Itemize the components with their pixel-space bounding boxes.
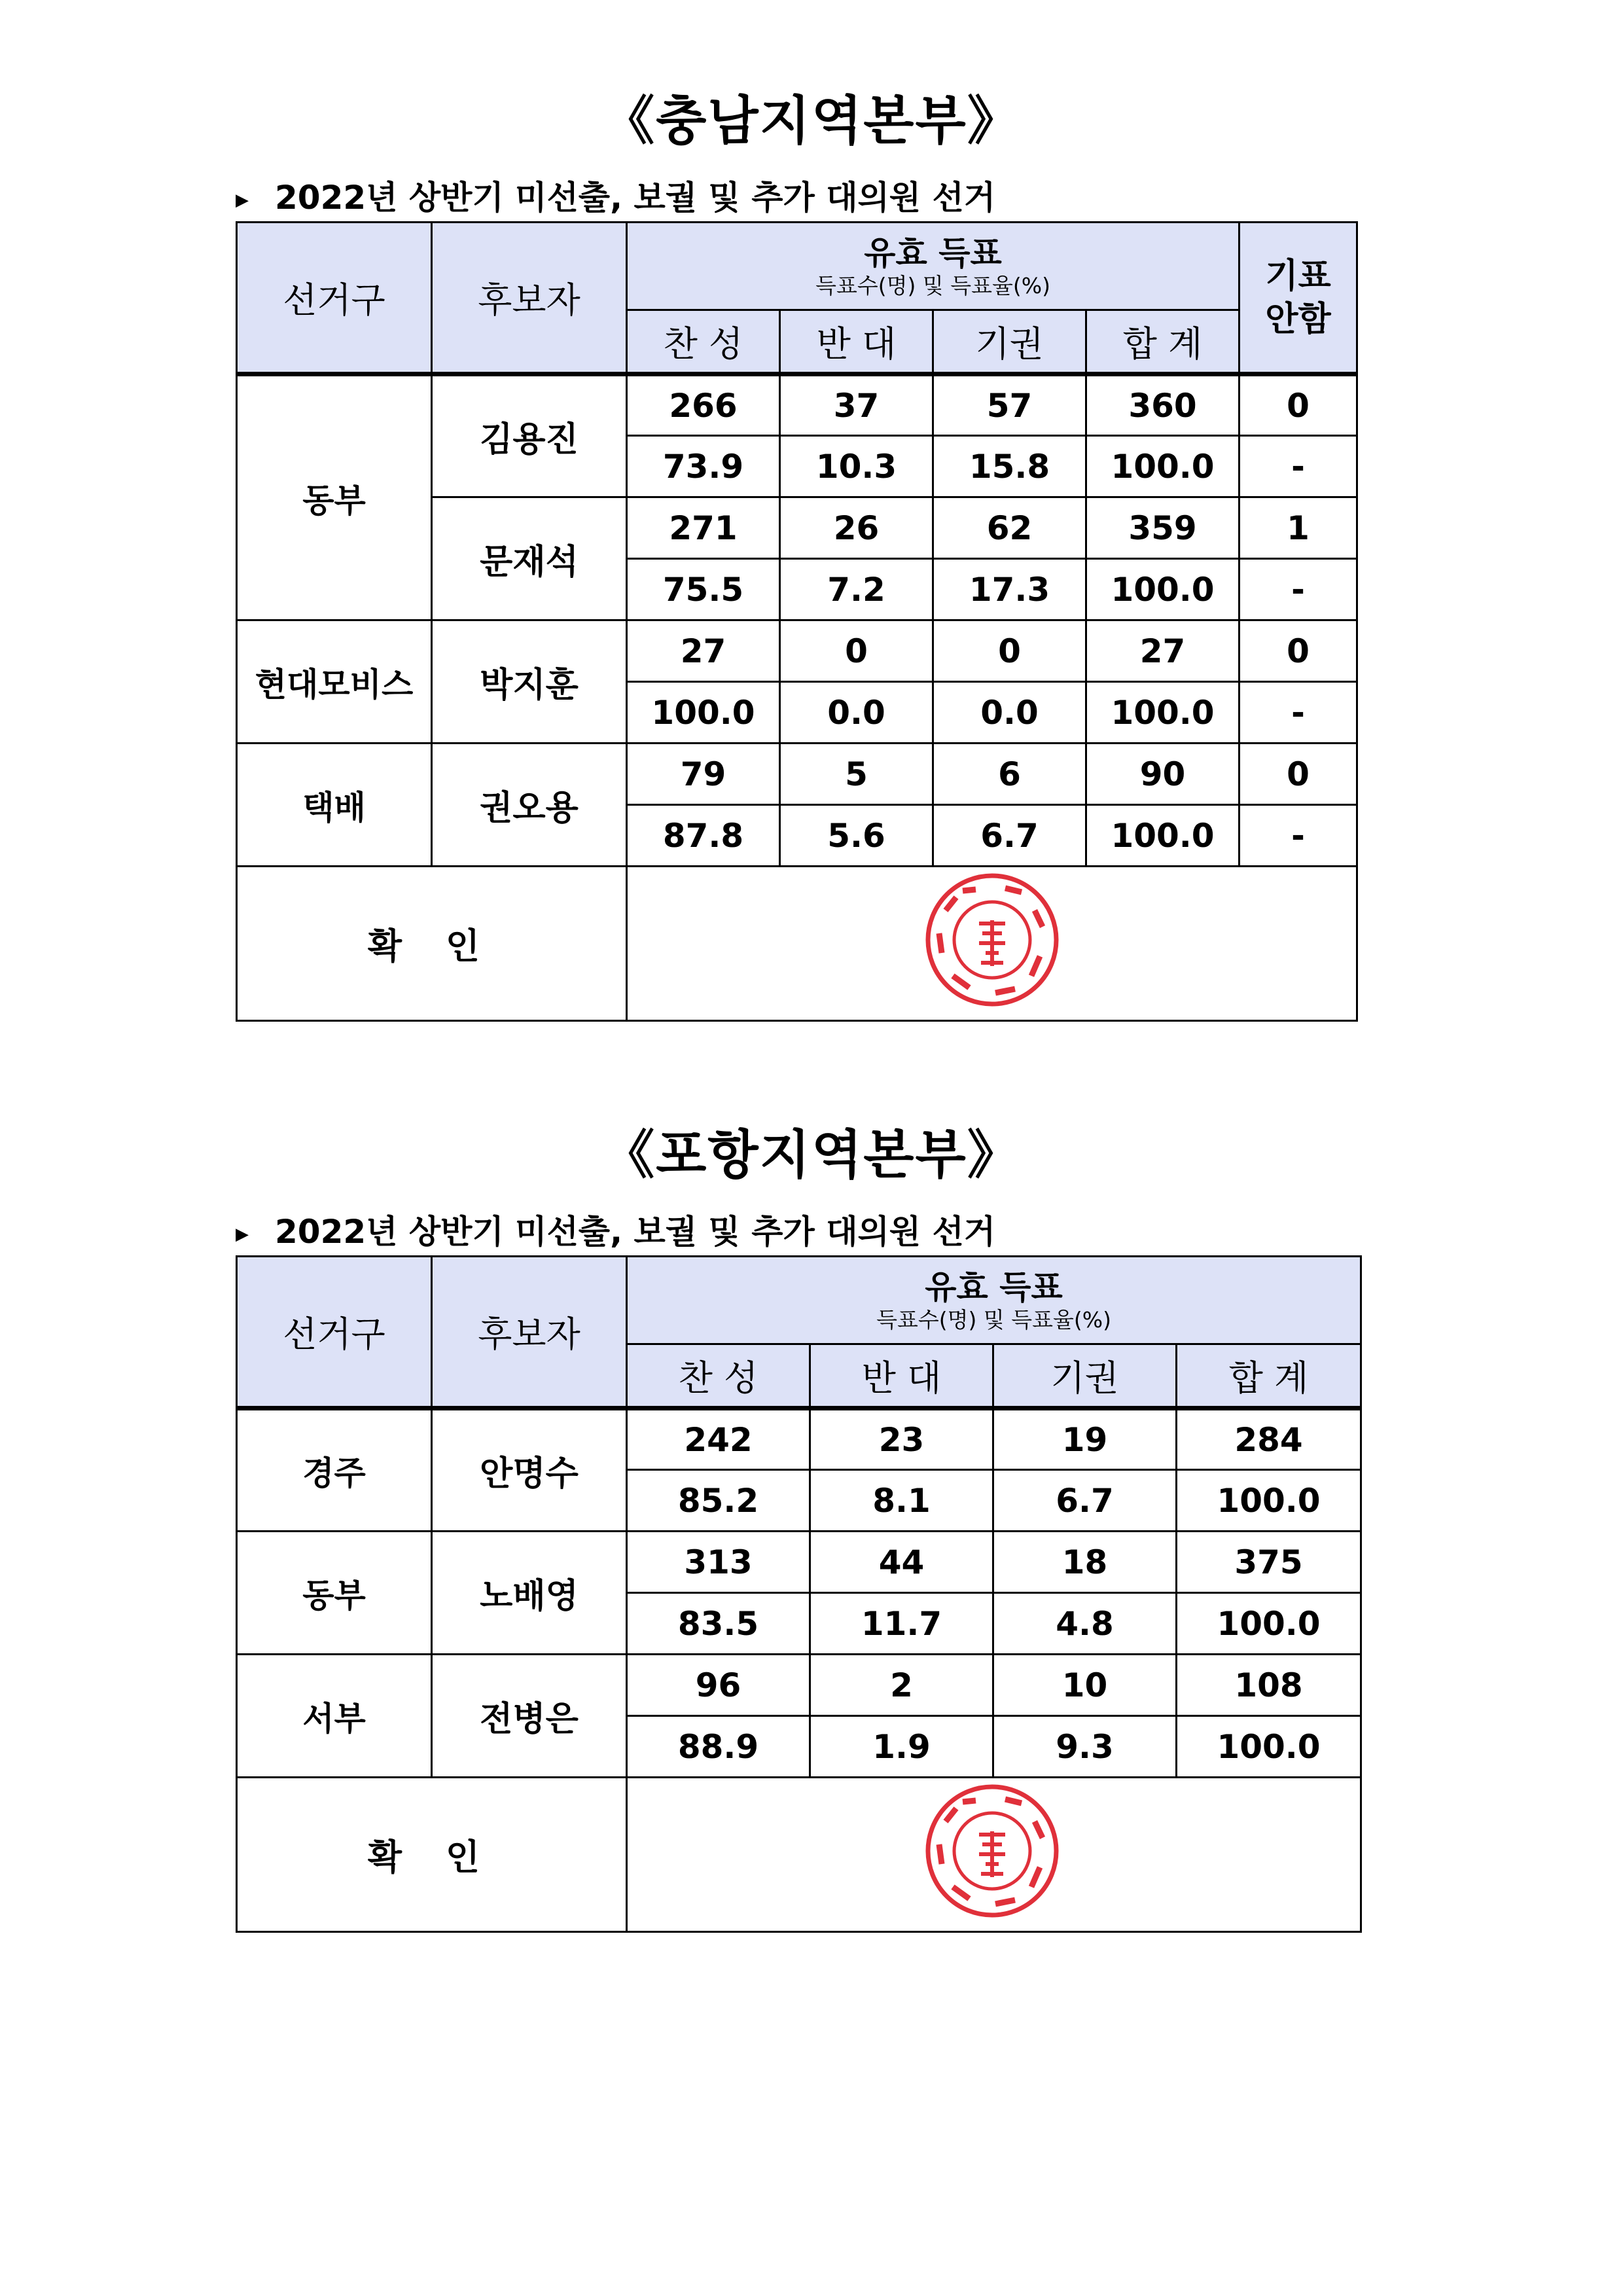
count-yes: 27: [627, 620, 780, 682]
rate-abstain: 4.8: [993, 1593, 1177, 1655]
rate-no: 11.7: [810, 1593, 993, 1655]
count-no: 23: [810, 1408, 993, 1470]
district-cell: 동부: [237, 374, 432, 620]
count-total: 108: [1177, 1655, 1361, 1716]
count-no: 5: [780, 744, 933, 805]
rate-abstain: 9.3: [993, 1716, 1177, 1778]
valid-votes-subtitle: 득표수(명) 및 득표율(%): [876, 1306, 1111, 1333]
count-total: 375: [1177, 1532, 1361, 1593]
valid-votes-title: 유효 득표: [925, 1268, 1063, 1306]
header-candidate: 후보자: [432, 223, 627, 374]
count-abstain: 6: [933, 744, 1086, 805]
rate-yes: 75.5: [627, 559, 780, 620]
table-row: [237, 1532, 1361, 1593]
header-valid-votes: [627, 223, 1240, 310]
official-seal-icon: [923, 871, 1061, 1009]
count-no: 26: [780, 497, 933, 559]
count-total: 90: [1086, 744, 1240, 805]
candidate-cell: 권오용: [432, 744, 627, 867]
table-row: [237, 1408, 1361, 1470]
rate-total: 100.0: [1086, 436, 1240, 497]
confirm-row: [237, 1778, 1361, 1932]
candidate-cell: 박지훈: [432, 620, 627, 744]
rate-yes: 87.8: [627, 805, 780, 867]
count-abstain: 62: [933, 497, 1086, 559]
count-total: 284: [1177, 1408, 1361, 1470]
valid-votes-title: 유효 득표: [864, 234, 1002, 272]
rate-total: 100.0: [1177, 1593, 1361, 1655]
section-title: 《포항지역본부》: [602, 1124, 1021, 1185]
count-yes: 271: [627, 497, 780, 559]
header-yes: 찬 성: [627, 1344, 810, 1408]
rate-no: 10.3: [780, 436, 933, 497]
header-no: 반 대: [810, 1344, 993, 1408]
rate-abstain: 6.7: [933, 805, 1086, 867]
district-cell: 서부: [237, 1655, 432, 1778]
district-cell: 택배: [237, 744, 432, 867]
count-no: 37: [780, 374, 933, 436]
rate-yes: 100.0: [627, 682, 780, 744]
rate-not-voted: -: [1240, 559, 1357, 620]
count-yes: 266: [627, 374, 780, 436]
candidate-cell: 문재석: [432, 497, 627, 620]
district-cell: 현대모비스: [237, 620, 432, 744]
count-total: 27: [1086, 620, 1240, 682]
stamp-cell: [627, 1778, 1361, 1932]
header-district: 선거구: [237, 1257, 432, 1408]
table-row: [237, 1655, 1361, 1716]
table-row: [237, 374, 1357, 436]
header-yes: 찬 성: [627, 310, 780, 374]
stamp-cell: [627, 867, 1357, 1021]
count-abstain: 57: [933, 374, 1086, 436]
confirm-label: 확 인: [237, 867, 627, 1021]
count-abstain: 10: [993, 1655, 1177, 1716]
header-district: 선거구: [237, 223, 432, 374]
count-no: 44: [810, 1532, 993, 1593]
candidate-cell: 전병은: [432, 1655, 627, 1778]
vote-table: [236, 1255, 1362, 1933]
count-abstain: 18: [993, 1532, 1177, 1593]
count-yes: 79: [627, 744, 780, 805]
table-row: [237, 620, 1357, 682]
rate-abstain: 6.7: [993, 1470, 1177, 1532]
district-cell: 동부: [237, 1532, 432, 1655]
count-abstain: 0: [933, 620, 1086, 682]
rate-no: 0.0: [780, 682, 933, 744]
rate-yes: 83.5: [627, 1593, 810, 1655]
count-total: 359: [1086, 497, 1240, 559]
official-seal-icon: [923, 1782, 1061, 1920]
rate-no: 1.9: [810, 1716, 993, 1778]
count-no: 2: [810, 1655, 993, 1716]
subtitle-text: 2022년 상반기 미선출, 보궐 및 추가 대의원 선거: [275, 179, 996, 217]
count-not-voted: 0: [1240, 620, 1357, 682]
rate-no: 7.2: [780, 559, 933, 620]
rate-no: 8.1: [810, 1470, 993, 1532]
count-not-voted: 1: [1240, 497, 1357, 559]
count-total: 360: [1086, 374, 1240, 436]
rate-total: 100.0: [1086, 682, 1240, 744]
vote-table: [236, 221, 1358, 1022]
section-subtitle: [236, 171, 995, 219]
count-yes: 242: [627, 1408, 810, 1470]
rate-not-voted: -: [1240, 805, 1357, 867]
header-abstain: 기권: [993, 1344, 1177, 1408]
confirm-label: 확 인: [237, 1778, 627, 1932]
table-row: [237, 744, 1357, 805]
count-not-voted: 0: [1240, 374, 1357, 436]
rate-yes: 73.9: [627, 436, 780, 497]
district-cell: 경주: [237, 1408, 432, 1532]
rate-total: 100.0: [1177, 1716, 1361, 1778]
subtitle-text: 2022년 상반기 미선출, 보궐 및 추가 대의원 선거: [275, 1213, 996, 1251]
candidate-cell: 안명수: [432, 1408, 627, 1532]
rate-yes: 88.9: [627, 1716, 810, 1778]
section-title: 《충남지역본부》: [602, 90, 1021, 151]
rate-abstain: 15.8: [933, 436, 1086, 497]
header-abstain: 기권: [933, 310, 1086, 374]
rate-not-voted: -: [1240, 436, 1357, 497]
count-no: 0: [780, 620, 933, 682]
candidate-cell: 김용진: [432, 374, 627, 497]
rate-abstain: 17.3: [933, 559, 1086, 620]
count-yes: 313: [627, 1532, 810, 1593]
section-subtitle: [236, 1206, 995, 1253]
valid-votes-subtitle: 득표수(명) 및 득표율(%): [815, 272, 1050, 298]
triangle-bullet-icon: ▶: [236, 190, 249, 210]
candidate-cell: 노배영: [432, 1532, 627, 1655]
confirm-row: [237, 867, 1357, 1021]
rate-total: 100.0: [1177, 1470, 1361, 1532]
rate-total: 100.0: [1086, 559, 1240, 620]
rate-yes: 85.2: [627, 1470, 810, 1532]
triangle-bullet-icon: ▶: [236, 1224, 249, 1244]
count-abstain: 19: [993, 1408, 1177, 1470]
rate-abstain: 0.0: [933, 682, 1086, 744]
header-valid-votes: [627, 1257, 1361, 1344]
rate-no: 5.6: [780, 805, 933, 867]
header-total: 합 계: [1177, 1344, 1361, 1408]
header-not-voted: 기표 안함: [1240, 223, 1357, 374]
header-no: 반 대: [780, 310, 933, 374]
count-not-voted: 0: [1240, 744, 1357, 805]
rate-not-voted: -: [1240, 682, 1357, 744]
header-total: 합 계: [1086, 310, 1240, 374]
count-yes: 96: [627, 1655, 810, 1716]
rate-total: 100.0: [1086, 805, 1240, 867]
header-candidate: 후보자: [432, 1257, 627, 1408]
